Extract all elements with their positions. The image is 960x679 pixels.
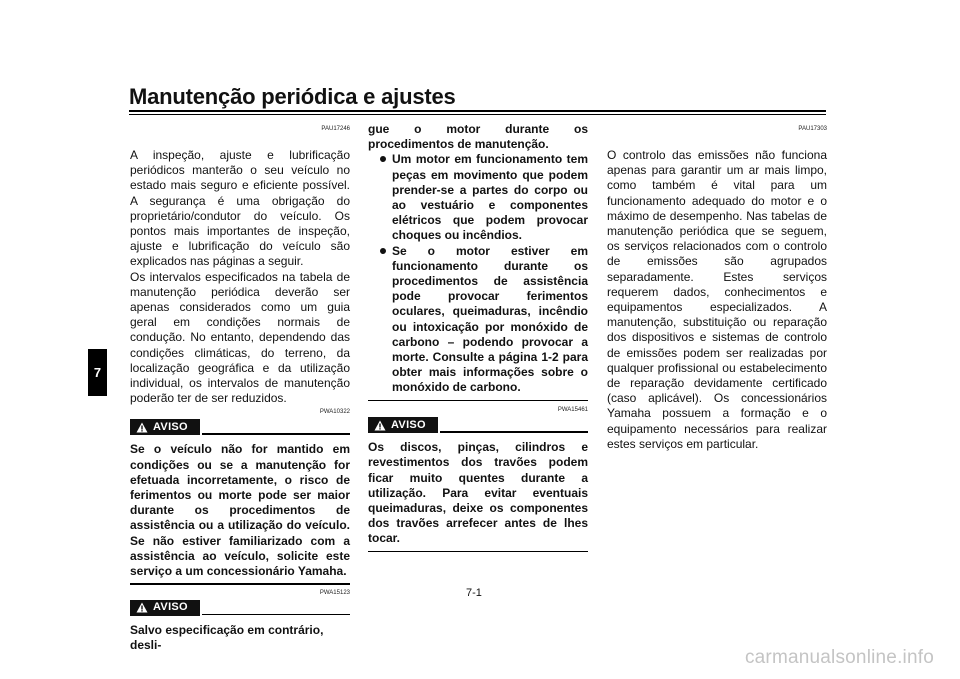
section-code: PAU17246 [321, 126, 350, 132]
warning-text: Salvo especificação em contrário, desli- [130, 622, 324, 652]
warning-text-continued: gue o motor durante os procedimentos de manutenção. [368, 122, 588, 152]
list-item: Um motor em funcionamento tem peças em movimento que podem prender-se a partes do corpo ou ao vestuário e componentes elétricos que podem provocar choques ou incêndios. [380, 152, 588, 243]
title-rule-thin [129, 114, 826, 115]
warning-rule [202, 614, 350, 616]
warning-code: PWA10322 [319, 409, 350, 416]
warning-label: AVISO [153, 601, 188, 614]
warning-text: Se o veículo não for mantido em condições ou se a manutenção for efetuada incorretamente, o risco de ferimentos ou morte pode ser maior durante os procedimentos de assistência ou a utilização do veículo. Se não estiver familiarizado com a assistência ao veículo, solicite este serviço a um concessionário Yamaha. [130, 442, 350, 579]
warning-end-rule [130, 583, 350, 585]
interval-paragraph: Os intervalos especificados na tabela de manutenção periódica deverão ser apenas considerados como um guia geral em condições normais de condução. No entanto, dependendo das condições climáticas, do terreno, da localização geográfica e da utilização individual, os intervalos de manutenção poderão ter de ser reduzidos. [130, 269, 350, 406]
warning-end-rule [368, 400, 588, 402]
warning-rule [440, 431, 588, 433]
intro-paragraph: A inspeção, ajuste e lubrificação periódicos manterão o seu veículo no estado mais seguro e eficiente possível. A segurança é uma obrigação do proprietário/condutor do veículo. Os pontos mais importantes de inspeção, ajuste e lubrificação do veículo são explicados nas páginas a seguir. [130, 148, 350, 269]
warning-badge [368, 417, 438, 433]
warning-badge [130, 419, 200, 435]
warning-rule [202, 433, 350, 435]
page-title: Manutenção periódica e ajustes [129, 84, 456, 109]
page-number: 7-1 [466, 587, 482, 599]
warning-header [130, 597, 350, 619]
warning-code: PWA15123 [319, 589, 350, 596]
warning-text: Os discos, pinças, cilindros e revestimentos dos travões podem ficar muito quentes durante a utilização. Para evitar eventuais queimaduras, deixe os componentes dos travões arrefecer antes de lhes tocar. [368, 440, 588, 546]
title-rule-thick [129, 110, 826, 112]
warning-triangle-icon [136, 602, 148, 613]
watermark: carmanualsonline.info [744, 647, 934, 668]
warning-label: AVISO [391, 418, 426, 431]
warning-badge [130, 600, 200, 616]
chapter-tab: 7 [88, 349, 107, 396]
warning-header [368, 414, 588, 436]
warning-label: AVISO [153, 420, 188, 433]
warning-triangle-icon [136, 422, 148, 433]
column-3 [607, 120, 827, 452]
column-2 [368, 122, 588, 552]
column-1 [130, 120, 350, 653]
warning-code: PWA15461 [557, 407, 588, 414]
section-code: PAU17303 [798, 126, 827, 132]
warning-header [130, 416, 350, 438]
warning-end-rule [368, 551, 588, 553]
emissions-paragraph: O controlo das emissões não funciona apenas para garantir um ar mais limpo, como também é vital para um funcionamento adequado do motor e o máximo de desempenho. Nas tabelas de manutenção periódica que se seguem, os serviços relacionados com o controlo de emissões são agrupados separadamente. Estes serviços requerem dados, conhecimentos e equipamentos especializados. A manutenção, substituição ou reparação dos dispositivos e sistemas de controlo de emissões podem ser realizadas por qualquer profissional ou estabelecimento de reparação devidamente certificado (caso aplicável). Os concessionários Yamaha possuem a formação e o equipamento necessários para realizar estes serviços em particular. [607, 148, 827, 451]
warning-bullet-list [368, 152, 588, 395]
warning-triangle-icon [374, 420, 386, 431]
list-item: Se o motor estiver em funcionamento durante os procedimentos de assistência pode provocar ferimentos oculares, queimaduras, incêndio ou intoxicação por monóxido de carbono – podendo provocar a morte. Consulte a página 1-2 para obter mais informações sobre o monóxido de carbono. [380, 244, 588, 396]
